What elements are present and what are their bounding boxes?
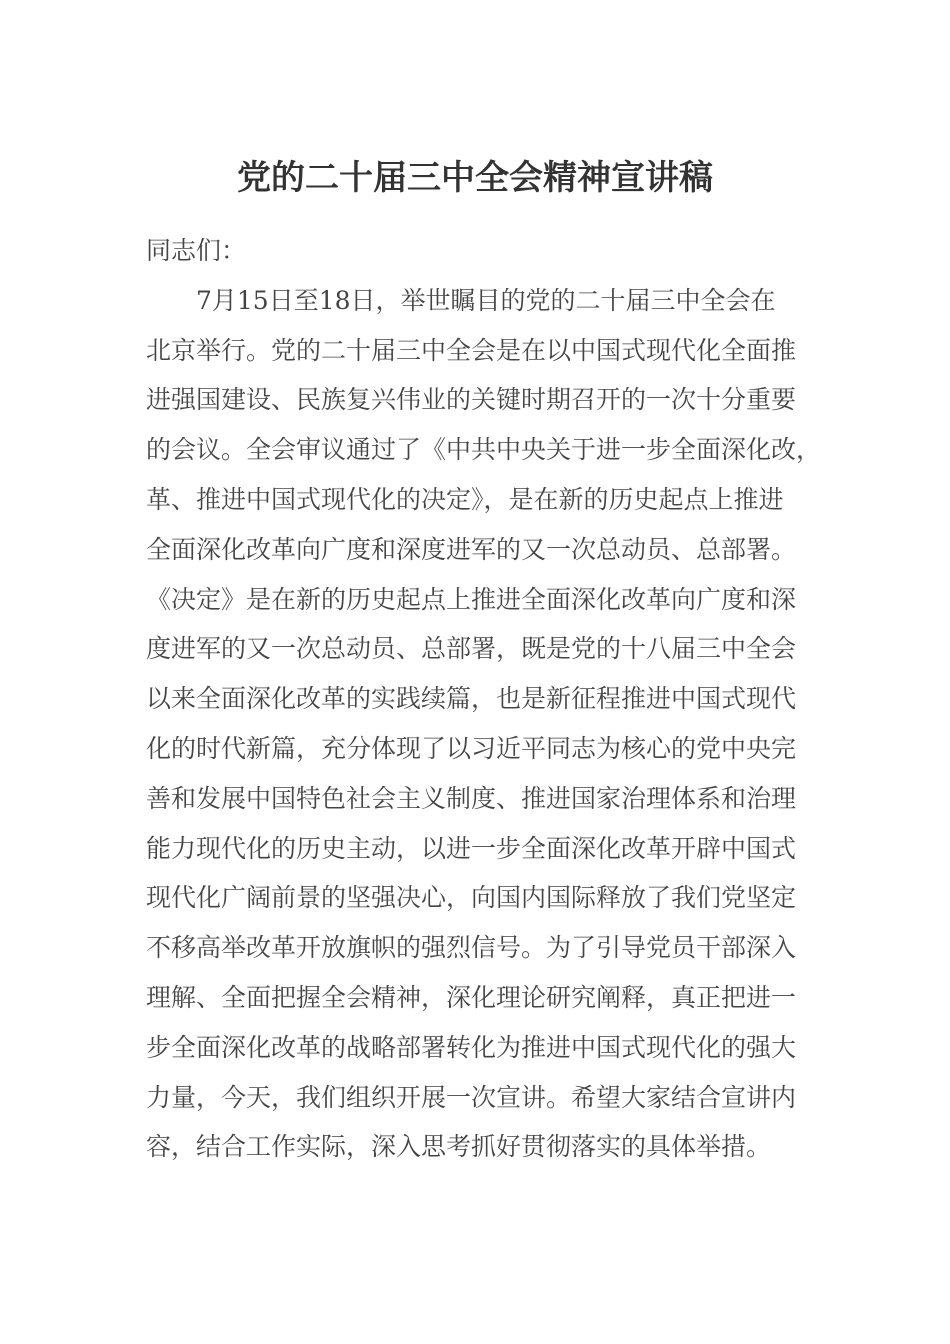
paragraph-line: 容，结合工作实际，深入思考抓好贯彻落实的具体举措。 <box>146 1132 772 1162</box>
paragraph-line: 化的时代新篇，充分体现了以习近平同志为核心的党中央完 <box>146 733 797 763</box>
paragraph-line: 以来全面深化改革的实践续篇，也是新征程推进中国式现代 <box>146 684 797 714</box>
paragraph-line: 力量，今天，我们组织开展一次宣讲。希望大家结合宣讲内 <box>146 1082 797 1112</box>
paragraph-line: 不移高举改革开放旗帜的强烈信号。为了引导党员干部深入 <box>146 933 797 963</box>
paragraph-line: 现代化广阔前景的坚强决心，向国内国际释放了我们党坚定 <box>146 883 797 913</box>
paragraph-line: 进强国建设、民族复兴伟业的关键时期召开的一次十分重要 <box>146 385 797 415</box>
paragraph-line: 《决定》是在新的历史起点上推进全面深化改革向广度和深 <box>146 584 797 614</box>
greeting-line: 同志们： <box>146 236 247 265</box>
paragraph-line: 理解、全面把握全会精神，深化理论研究阐释，真正把进一 <box>146 982 797 1012</box>
paragraph-line: 7月15日至18日，举世瞩目的党的二十届三中全会在 <box>196 285 776 315</box>
paragraph-line: 革、推进中国式现代化的决定》，是在新的历史起点上推进 <box>146 484 784 514</box>
paragraph-line: 的会议。全会审议通过了《中共中央关于进一步全面深化改， <box>146 435 822 465</box>
paragraph-line: 北京举行。党的二十届三中全会是在以中国式现代化全面推 <box>146 335 797 365</box>
paragraph-line: 善和发展中国特色社会主义制度、推进国家治理体系和治理 <box>146 783 797 813</box>
paragraph-line: 步全面深化改革的战略部署转化为推进中国式现代化的强大 <box>146 1032 797 1062</box>
document-body <box>146 226 822 1172</box>
paragraph-line: 度进军的又一次总动员、总部署，既是党的十八届三中全会 <box>146 634 797 664</box>
paragraph-line: 全面深化改革向广度和深度进军的又一次总动员、总部署。 <box>146 534 797 564</box>
document-title: 党的二十届三中全会精神宣讲稿 <box>237 158 713 198</box>
paragraph-line: 能力现代化的历史主动，以进一步全面深化改革开辟中国式 <box>146 833 797 863</box>
